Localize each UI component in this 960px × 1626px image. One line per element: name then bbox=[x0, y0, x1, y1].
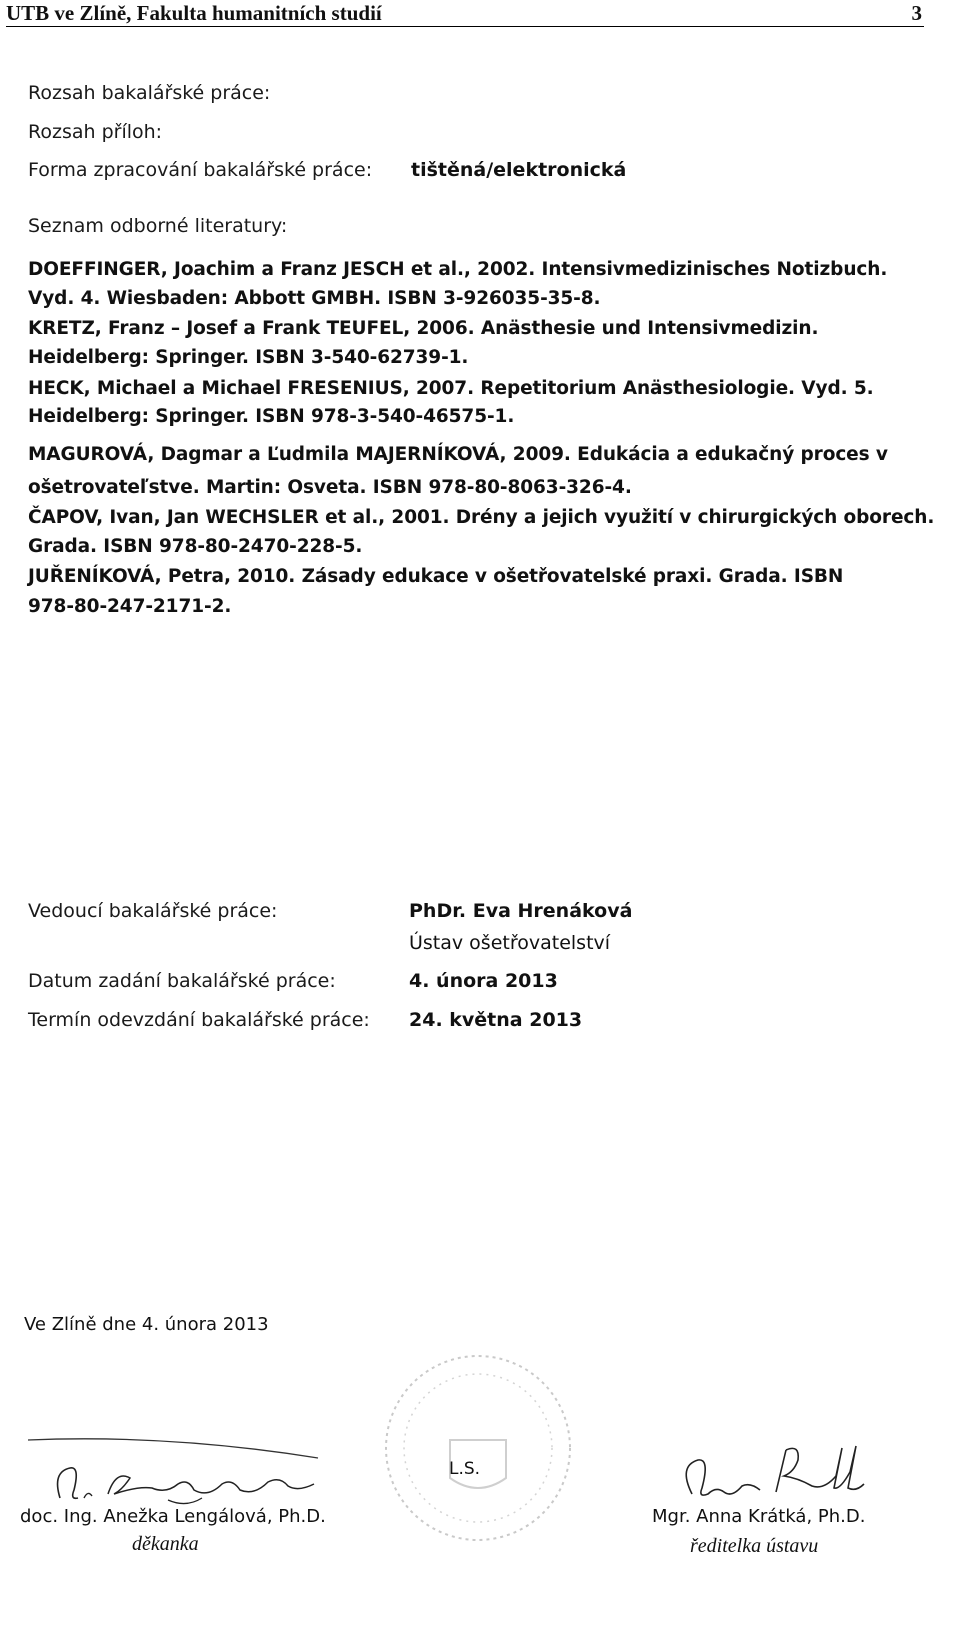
page-number: 3 bbox=[911, 1, 922, 25]
literature-line: KRETZ, Franz – Josef a Frank TEUFEL, 2006. Anästhesie und Intensivmedizin. bbox=[28, 318, 819, 339]
page-header bbox=[6, 0, 924, 27]
termin-odevzdani-value: 24. května 2013 bbox=[409, 1009, 583, 1031]
stamp-label: L.S. bbox=[449, 1459, 481, 1479]
vedouci-dept: Ústav ošetřovatelství bbox=[409, 932, 611, 954]
literature-line: Grada. ISBN 978-80-2470-228-5. bbox=[28, 536, 363, 557]
termin-odevzdani-label: Termín odevzdání bakalářské práce: bbox=[28, 1009, 370, 1031]
place-date: Ve Zlíně dne 4. února 2013 bbox=[24, 1314, 269, 1335]
literature-line: ošetrovateľstve. Martin: Osveta. ISBN 978-80-8063-326-4. bbox=[28, 477, 632, 498]
header-title: UTB ve Zlíně, Fakulta humanitních studií bbox=[6, 1, 382, 25]
literature-line: 978-80-247-2171-2. bbox=[28, 596, 232, 617]
stamp-seal-icon bbox=[378, 1348, 578, 1548]
rozsah-prace-label: Rozsah bakalářské práce: bbox=[28, 82, 271, 104]
left-signatory-role: děkanka bbox=[132, 1533, 199, 1555]
literature-line: JUŘENÍKOVÁ, Petra, 2010. Zásady edukace v ošetřovatelské praxi. Grada. ISBN bbox=[28, 566, 844, 587]
literature-line: DOEFFINGER, Joachim a Franz JESCH et al., 2002. Intensivmedizinisches Notizbuch. bbox=[28, 259, 888, 280]
signature-right-icon bbox=[668, 1430, 898, 1505]
literature-line: HECK, Michael a Michael FRESENIUS, 2007. Repetitorium Anästhesiologie. Vyd. 5. bbox=[28, 378, 874, 399]
forma-label: Forma zpracování bakalářské práce: bbox=[28, 159, 373, 181]
forma-value: tištěná/elektronická bbox=[411, 159, 627, 181]
literature-line: ČAPOV, Ivan, Jan WECHSLER et al., 2001. Drény a jejich využití v chirurgických oborech. bbox=[28, 507, 935, 528]
left-signatory-name: doc. Ing. Anežka Lengálová, Ph.D. bbox=[20, 1506, 326, 1527]
signature-left-icon bbox=[18, 1428, 348, 1508]
rozsah-priloh-label: Rozsah příloh: bbox=[28, 121, 163, 143]
right-signatory-role: ředitelka ústavu bbox=[690, 1535, 819, 1557]
vedouci-name: PhDr. Eva Hrenáková bbox=[409, 900, 633, 922]
right-signatory-name: Mgr. Anna Krátká, Ph.D. bbox=[652, 1506, 866, 1527]
datum-zadani-label: Datum zadání bakalářské práce: bbox=[28, 970, 336, 992]
literature-line: Heidelberg: Springer. ISBN 3-540-62739-1. bbox=[28, 347, 469, 368]
literature-line: MAGUROVÁ, Dagmar a Ľudmila MAJERNÍKOVÁ, 2009. Edukácia a edukačný proces v bbox=[28, 444, 888, 465]
literature-line: Heidelberg: Springer. ISBN 978-3-540-46575-1. bbox=[28, 406, 515, 427]
datum-zadani-value: 4. února 2013 bbox=[409, 970, 558, 992]
vedouci-label: Vedoucí bakalářské práce: bbox=[28, 900, 278, 922]
seznam-literatury-label: Seznam odborné literatury: bbox=[28, 215, 288, 237]
literature-line: Vyd. 4. Wiesbaden: Abbott GMBH. ISBN 3-926035-35-8. bbox=[28, 288, 601, 309]
